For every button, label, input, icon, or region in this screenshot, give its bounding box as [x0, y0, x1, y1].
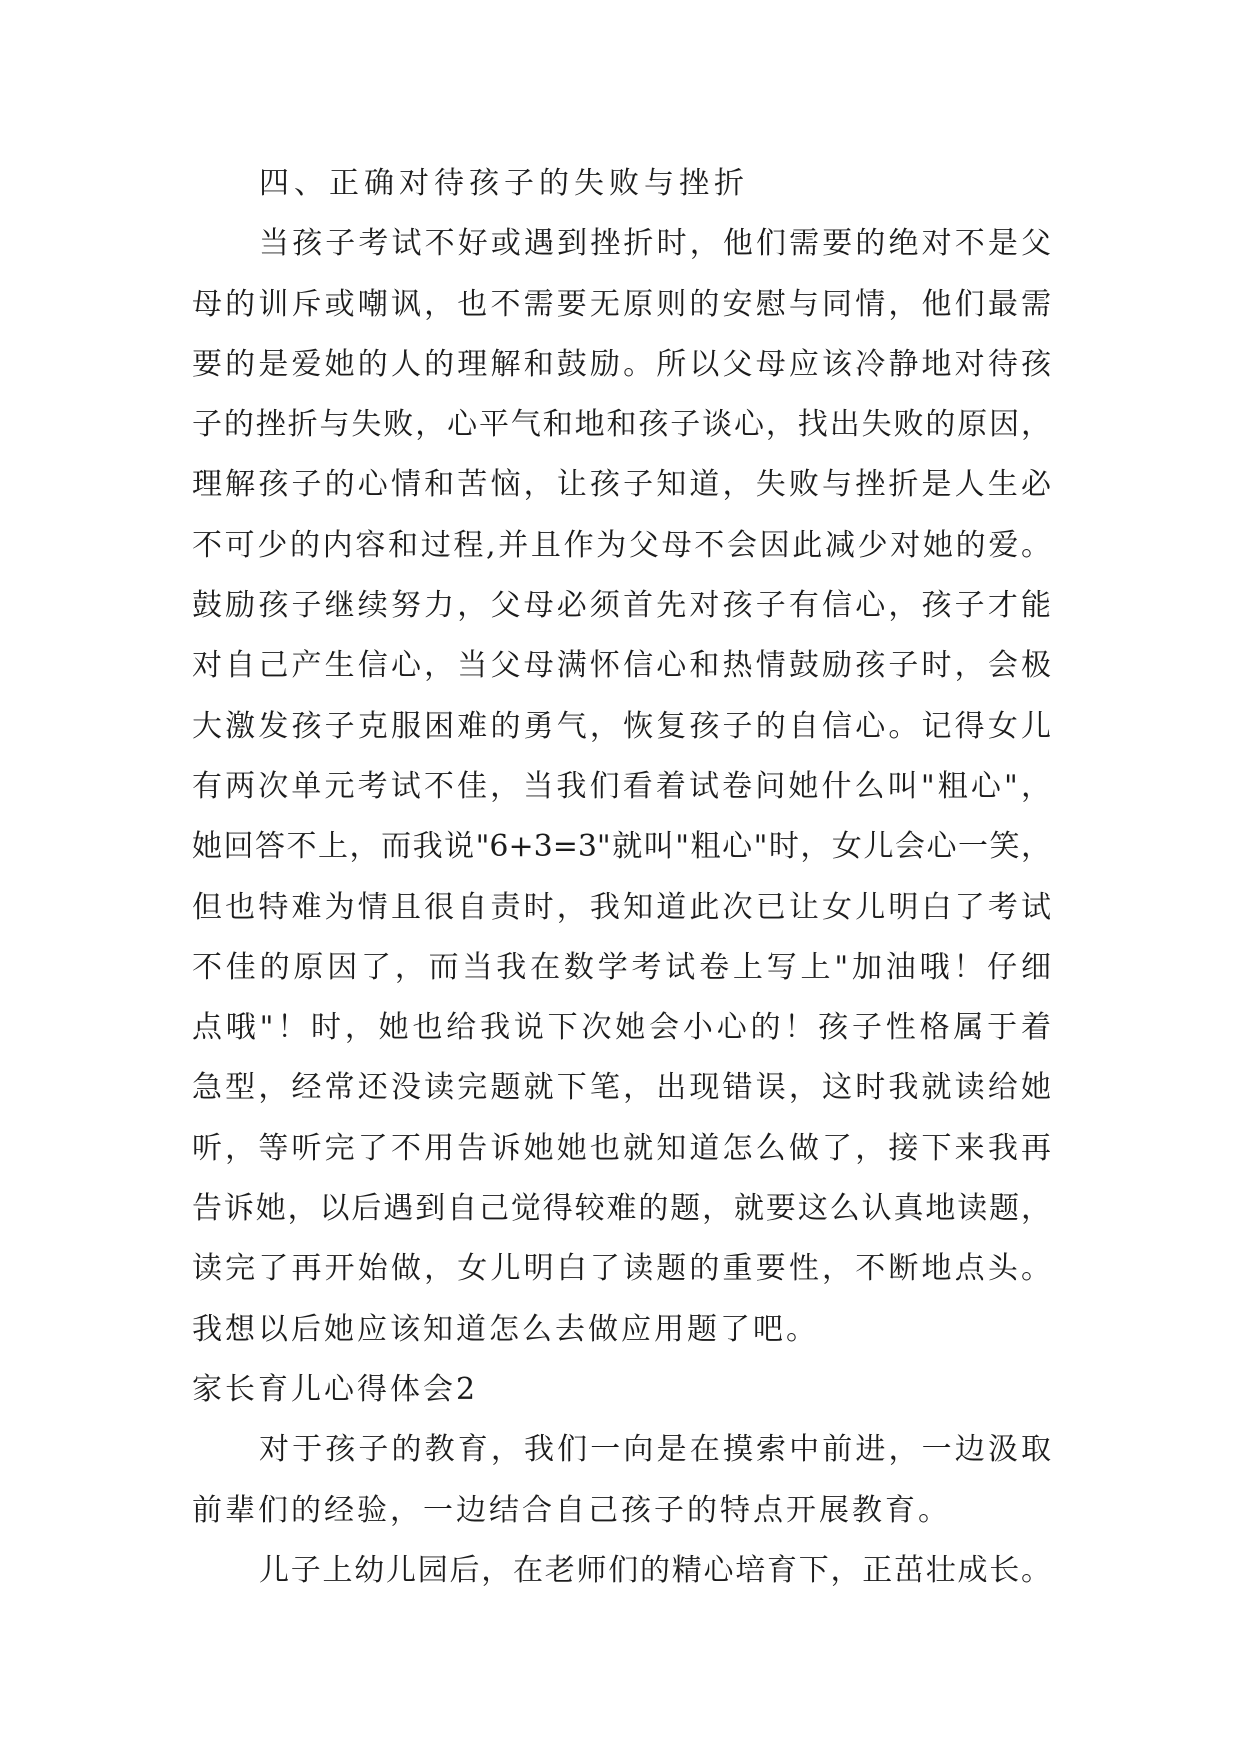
paragraph-line: 鼓励孩子继续努力，父母必须首先对孩子有信心，孩子才能: [192, 588, 1051, 624]
paragraph-line: 大激发孩子克服困难的勇气，恢复孩子的自信心。记得女儿: [192, 708, 1051, 744]
paragraph-3: [192, 1541, 1051, 1601]
paragraph-line: 对于孩子的教育，我们一向是在摸索中前进，一边汲取: [259, 1432, 1051, 1468]
paragraph-line: 子的挫折与失败，心平气和地和孩子谈心，找出失败的原因，: [192, 407, 1051, 443]
paragraph-line: 当孩子考试不好或遇到挫折时，他们需要的绝对不是父: [259, 226, 1051, 262]
section-heading: 四、正确对待孩子的失败与挫折: [259, 166, 749, 201]
paragraph-line: 点哦"！时，她也给我说下次她会小心的！孩子性格属于着: [192, 1010, 1051, 1046]
paragraph-line: 我想以后她应该知道怎么去做应用题了吧。: [192, 1311, 819, 1347]
paragraph-line: 不可少的内容和过程,并且作为父母不会因此减少对她的爱。: [192, 527, 1051, 563]
paragraph-line: 但也特难为情且很自责时，我知道此次已让女儿明白了考试: [192, 889, 1051, 925]
paragraph-line: 对自己产生信心，当父母满怀信心和热情鼓励孩子时，会极: [192, 648, 1051, 684]
paragraph-line: 母的训斥或嘲讽，也不需要无原则的安慰与同情，他们最需: [192, 286, 1051, 322]
paragraph-line: 她回答不上，而我说"6+3=3"就叫"粗心"时，女儿会心一笑，: [192, 829, 1051, 865]
paragraph-line: 要的是爱她的人的理解和鼓励。所以父母应该冷静地对待孩: [192, 346, 1051, 382]
paragraph-line: 急型，经常还没读完题就下笔，出现错误，这时我就读给她: [192, 1070, 1051, 1106]
paragraph-1: [192, 214, 1051, 1360]
paragraph-line: 有两次单元考试不佳，当我们看着试卷问她什么叫"粗心"，: [192, 768, 1051, 804]
paragraph-line: 理解孩子的心情和苦恼，让孩子知道，失败与挫折是人生必: [192, 467, 1051, 503]
paragraph-line: 听，等听完了不用告诉她她也就知道怎么做了，接下来我再: [192, 1130, 1051, 1166]
paragraph-line: 不佳的原因了，而当我在数学考试卷上写上"加油哦！仔细: [192, 949, 1051, 985]
paragraph-line: 读完了再开始做，女儿明白了读题的重要性，不断地点头。: [192, 1251, 1051, 1287]
article-title: 家长育儿心得体会2: [192, 1371, 479, 1407]
paragraph-2: [192, 1420, 1051, 1541]
paragraph-line: 儿子上幼儿园后，在老师们的精心培育下，正茁壮成长。: [259, 1552, 1051, 1588]
paragraph-line: 告诉她，以后遇到自己觉得较难的题，就要这么认真地读题，: [192, 1191, 1051, 1227]
document-body: [192, 154, 1051, 1601]
paragraph-line: 前辈们的经验，一边结合自己孩子的特点开展教育。: [192, 1492, 951, 1528]
